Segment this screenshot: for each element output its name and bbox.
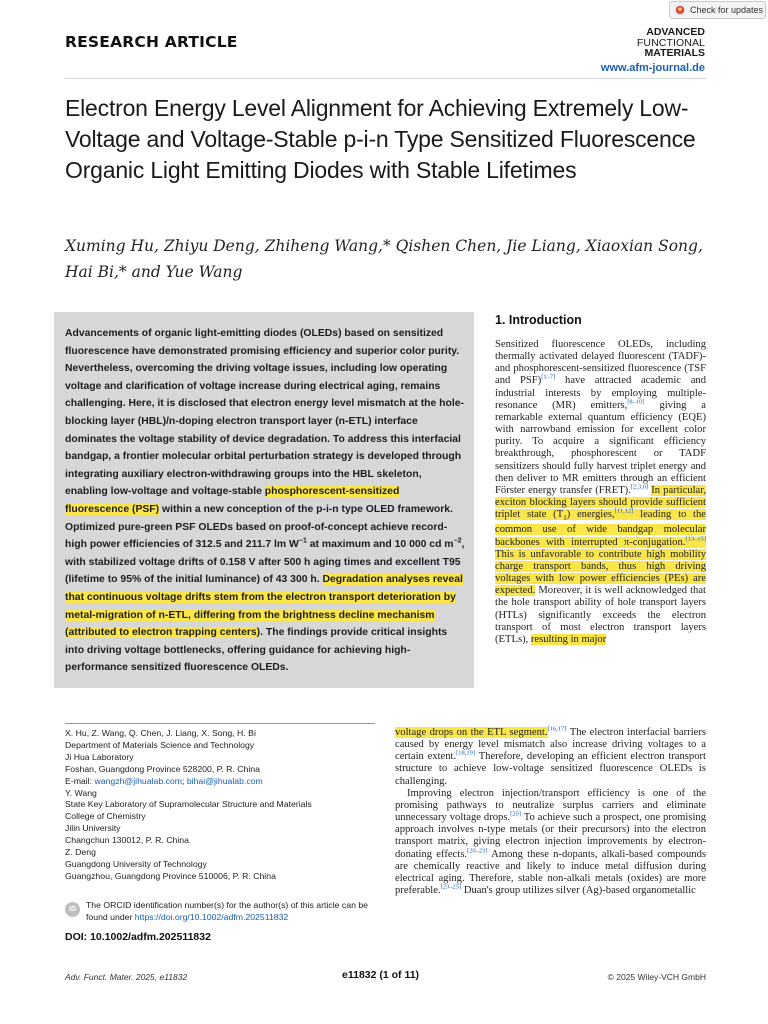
citation-link[interactable]: [1–7]	[541, 373, 556, 381]
intro-highlight: This is unfavorable to contribute high mobility charge transport bands, thus high driving voltages with low power efficiencies (PEs) are expected.	[495, 548, 706, 597]
citation-link[interactable]: [11,12]	[614, 507, 634, 515]
citation-link[interactable]: [20–23]	[466, 847, 488, 855]
intro-segment: Therefore, developing an efficient electron transport structure to achieve low-voltage sensitized fluorescence OLEDs is challenging.	[395, 751, 706, 787]
introduction-paragraph-2	[395, 788, 706, 897]
intro-segment: Moreover, it is well acknowledged that the hole transport ability of hole transport layers (HTLs) significantly exceeds the electron transport of most electron transport layers (ETLs),	[495, 585, 706, 645]
intro-segment: giving a remarkable external quantum efficiency (EQE) with narrowband emission for excellent color purity. To acquire a significant efficiency breakthrough, phosphorescent or TADF sensitizers should fully harvest triplet energy and then deliver to MR emitters through an efficient Förster energy transfer (FRET).	[495, 399, 706, 496]
footer-citation	[65, 972, 187, 982]
journal-logo-line-3: MATERIALS	[644, 47, 705, 59]
article-doi[interactable]: DOI: 10.1002/adfm.202511832	[65, 931, 211, 943]
citation-link[interactable]: [23–25]	[440, 883, 462, 891]
orcid-note	[65, 900, 383, 923]
journal-logo-line-2: FUNCTIONAL	[636, 36, 705, 49]
affiliation-line: State Key Laboratory of Supramolecular Structure and Materials	[65, 799, 312, 810]
orcid-text-segment: The ORCID identification number(s) for the author(s) of this article can be found under	[86, 900, 368, 922]
intro-highlight-segment: ) energies,	[566, 509, 615, 521]
section-label: RESEARCH ARTICLE	[65, 33, 238, 51]
citation-link[interactable]: [13–15]	[685, 535, 706, 543]
affiliation-divider	[65, 723, 375, 724]
journal-logo[interactable]	[637, 27, 705, 59]
abstract-segment: . The findings provide critical insights into driving voltage bottlenecks, offering guidance for achieving high-performance sensitized fluorescence OLEDs.	[65, 627, 448, 674]
intro-segment: Duan's group utilizes silver (Ag)-based organometallic	[461, 885, 696, 897]
affiliation-line: Changchun 130012, P. R. China	[65, 835, 189, 846]
affiliation-line: Department of Materials Science and Technology	[65, 739, 255, 750]
abstract-box	[54, 312, 474, 688]
email-label: E-mail:	[65, 775, 95, 786]
intro-segment: To achieve such a prospect, one promising approach involves n-type metals (or their precursors) into the electron transport matrix, giving electron injection improvements by electron-donating effects.	[395, 812, 707, 860]
subscript: 1	[563, 514, 567, 523]
affiliation-line: Guangzhou, Guangdong Province 510006, P. R. China	[65, 870, 276, 881]
intro-segment: have attracted academic and industrial interests by employing multiple-resonance (MR) emitters,	[495, 375, 706, 411]
intro-segment: Sensitized fluorescence OLEDs, including thermally activated delayed fluorescent (TADF)- and phosphorescent-sensitized fluorescence (TSF and PSF)	[495, 339, 706, 387]
affiliation-line: Jilin University	[65, 823, 121, 834]
abstract-text	[65, 325, 465, 677]
intro-highlight-segment: leading to the common use of wide bandgap molecular backbones with interrupted π-conjugation.	[495, 509, 706, 548]
affiliation-line: X. Hu, Z. Wang, Q. Chen, J. Liang, X. Song, H. Bi	[65, 728, 256, 738]
intro-highlight-segment: In particular, exciton blocking layers should provide sufficient triplet state (T	[495, 484, 706, 521]
intro-highlight: resulting in major	[530, 633, 607, 645]
orcid-doi-link[interactable]: https://doi.org/10.1002/adfm.202511832	[134, 911, 289, 922]
intro-segment: Improving electron injection/transport efficiency is one of the promising pathways to neutralize surplus carriers and eliminate unnecessary voltage drops.	[395, 787, 706, 824]
header-divider	[65, 78, 706, 79]
abstract-segment: at maximum and 10 000 cd m	[306, 539, 454, 551]
footer-copyright: © 2025 Wiley-VCH GmbH	[607, 972, 706, 982]
affiliation-line: College of Chemistry	[65, 811, 146, 822]
abstract-highlight: Degradation analyses reveal that continuous voltage drifts stem from the electron transport deterioration by metal-migration of n-ETL, differing from the brightness decline mechanism (attributed to electron trapping centers)	[65, 574, 463, 639]
abstract-superscript: −1	[298, 537, 307, 545]
email-line	[65, 776, 345, 788]
affiliation-line: Guangdong University of Technology	[65, 858, 207, 869]
check-for-updates-label: Check for updates	[690, 5, 764, 15]
footer-page-number: e11832 (1 of 11)	[342, 969, 420, 981]
affiliations	[65, 728, 345, 883]
abstract-segment: within a new conception of the p-i-n type OLED framework. Optimized pure-green PSF OLEDs based on proof-of-concept achieve record-high power efficiencies of 312.5 and 211.7 lm W	[65, 503, 453, 551]
abstract-highlight: phosphorescent-sensitized fluorescence (PSF)	[65, 486, 400, 515]
update-badge-icon	[674, 4, 686, 16]
email-separator: ;	[182, 775, 187, 786]
abstract-segment: Advancements of organic light-emitting diodes (OLEDs) based on sensitized fluorescence have demonstrated promising efficiency and superior color purity. Nevertheless, overcoming the driving voltage issues, including low operating voltage and clarification of voltage increase during electrical aging, remains challenging. Here, it is disclosed that electron energy level mismatch at the hole-blocking layer (HBL)/n-doping electron transport layer (n-ETL) interface dominates the voltage stability of device degradation. To address this interfacial bandgap, a frontier molecular orbital perturbation strategy is developed through integrating auxiliary electron-withdrawing groups into the HBL skeleton, enabling low-voltage and voltage-stable	[65, 328, 464, 498]
email-link[interactable]: wangzh@jihualab.com	[94, 775, 182, 786]
introduction-paragraph-1	[495, 339, 706, 646]
footer-citation-text: Adv. Funct. Mater. 2025, e11832	[65, 972, 188, 982]
affiliation-line: Ji Hua Laboratory	[65, 751, 134, 762]
intro-highlight: voltage drops on the ETL segment.	[395, 727, 548, 738]
journal-url-link[interactable]: www.afm-journal.de	[600, 62, 705, 74]
introduction-paragraph-1-end	[395, 727, 706, 788]
email-link[interactable]: bihai@jihualab.com	[186, 775, 263, 786]
affiliation-line: Foshan, Guangdong Province 528200, P. R. China	[65, 763, 260, 774]
author-list: Xuming Hu, Zhiyu Deng, Zhiheng Wang,* Qishen Chen, Jie Liang, Xiaoxian Song, Hai Bi,* and Yue Wang	[65, 237, 703, 281]
orcid-icon: iD	[65, 902, 80, 917]
abstract-superscript: −2	[453, 537, 462, 545]
citation-link[interactable]: [20]	[510, 810, 521, 818]
article-title: Electron Energy Level Alignment for Achieving Extremely Low-Voltage and Voltage-Stable p-i-n Type Sensitized Fluorescence Organic Light Emitting Diodes with Stable Lifetimes	[65, 95, 696, 183]
affiliation-line: Z. Deng	[65, 847, 96, 858]
orcid-text	[86, 900, 383, 923]
citation-link[interactable]: [18,19]	[456, 749, 476, 757]
intro-segment: The electron interfacial barriers caused by energy level mismatch also increase driving voltages to a certain extent.	[395, 727, 706, 763]
citation-link[interactable]: [8–10]	[627, 398, 645, 406]
introduction-continued	[395, 727, 706, 897]
check-for-updates-button[interactable]	[669, 1, 766, 19]
journal-logo-line-1: ADVANCED	[646, 26, 705, 38]
abstract-segment: , with stabilized voltage drifts of 0.158 V after 500 h aging times and excellent T95 (lifetime to 95% of the initial luminance) of 43 300 h.	[65, 539, 465, 586]
intro-segment: Among these n-dopants, alkali-based compounds are chemically reactive and likely to induce metal diffusion during electrical aging. Therefore, stable non-alkali metals (oxides) are more preferable.	[395, 848, 706, 897]
citation-link[interactable]: [2,3,6]	[630, 483, 649, 491]
affiliation-line: Y. Wang	[65, 787, 97, 798]
citation-link[interactable]: [16,17]	[547, 725, 567, 733]
section-heading-introduction: 1. Introduction	[495, 313, 582, 327]
